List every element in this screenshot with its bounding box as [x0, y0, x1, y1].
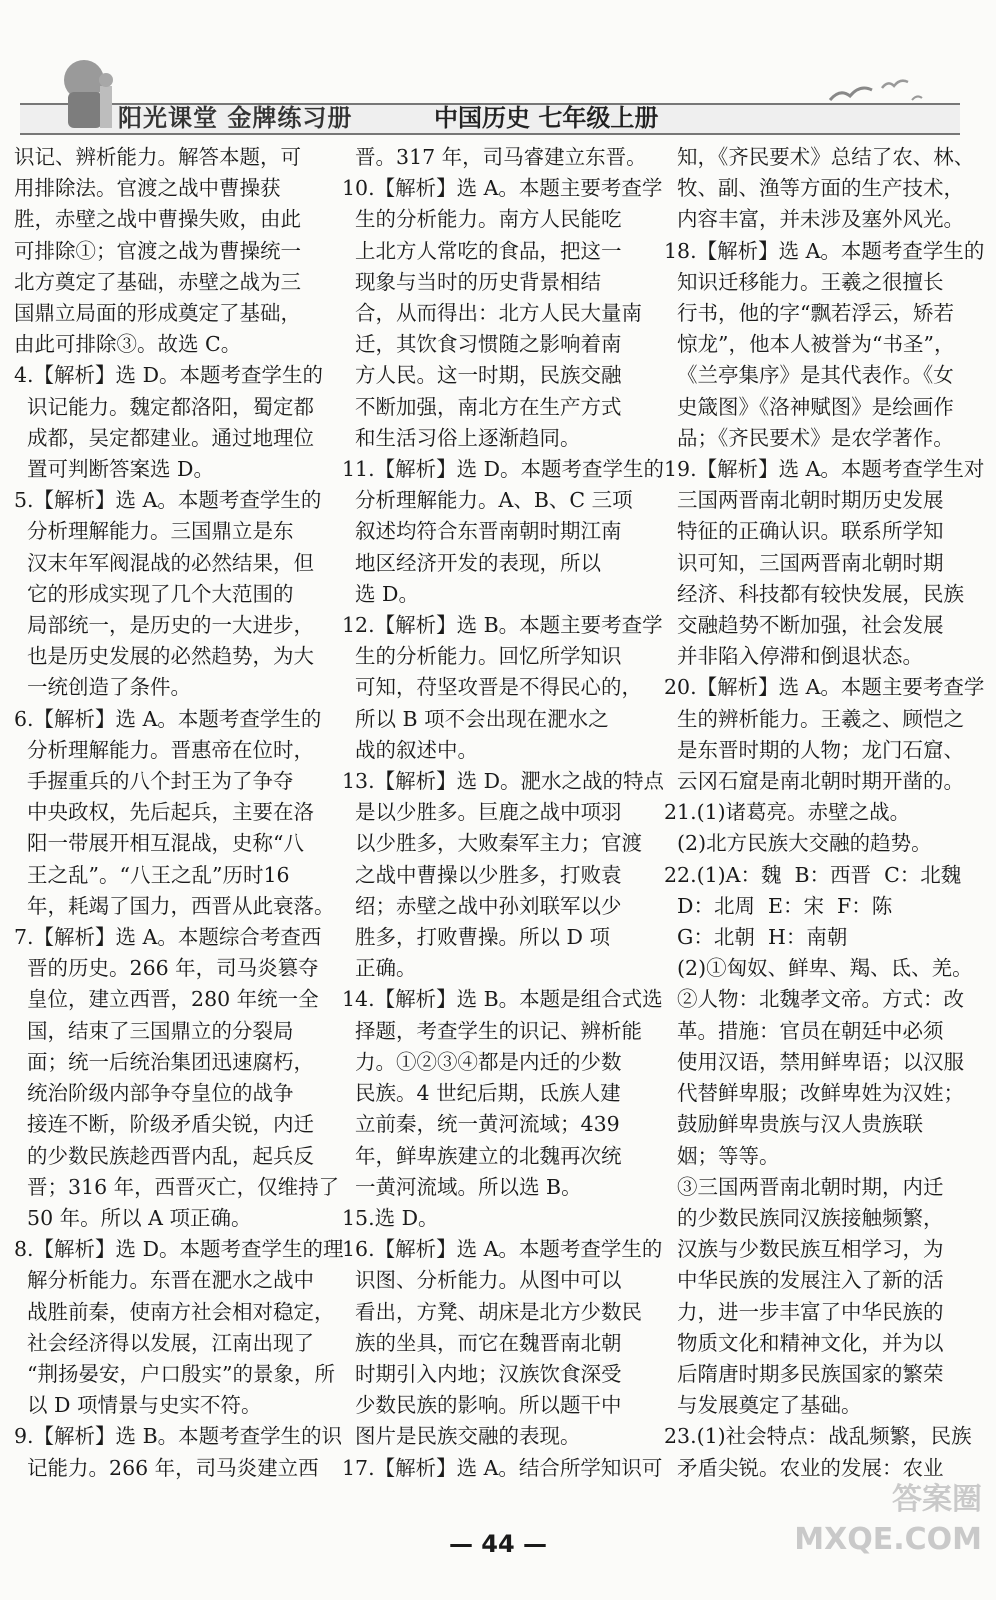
text-line: 7.【解析】选 A。本题综合考查西 [14, 925, 322, 950]
text-line: 图片是民族交融的表现。 [342, 1424, 581, 1449]
text-line: 方人民。这一时期，民族交融 [342, 363, 622, 388]
text-line: 与发展奠定了基础。 [664, 1393, 862, 1418]
text-line: 战的叙述中。 [342, 737, 479, 762]
text-line: 晋；316 年，西晋灭亡，仅维持了 [14, 1174, 340, 1199]
text-line: 时期引入内地；汉族饮食深受 [342, 1361, 622, 1386]
text-line: 胜，赤壁之战中曹操失败，由此 [14, 207, 301, 232]
page-header [0, 0, 996, 150]
text-line: 战胜前秦，使南方社会相对稳定， [14, 1299, 335, 1324]
text-line: 之战中曹操以少胜多，打败袁 [342, 862, 622, 887]
text-line: 后隋唐时期多民族国家的繁荣 [664, 1361, 944, 1386]
text-line: 识可知，三国两晋南北朝时期 [664, 550, 944, 575]
text-line: 和生活习俗上逐渐趋同。 [342, 425, 581, 450]
text-line: 21.(1)诸葛亮。赤壁之战。 [664, 800, 911, 825]
text-line: 社会经济得以发展，江南出现了 [14, 1330, 315, 1355]
text-line: D：北周 E：宋 F：陈 [664, 893, 893, 918]
text-line: 代替鲜卑服；改鲜卑姓为汉姓； [664, 1081, 965, 1106]
text-line: G：北朝 H：南朝 [664, 925, 848, 950]
text-line: 18.【解析】选 A。本题考查学生的 [664, 238, 985, 263]
text-line: 识记、辨析能力。解答本题，可 [14, 145, 301, 169]
text-line: 可排除①；官渡之战为曹操统一 [14, 238, 301, 263]
text-line: 的少数民族趁西晋内乱，起兵反 [14, 1143, 315, 1168]
text-line: 以少胜多，大败秦军主力；官渡 [342, 831, 643, 856]
left-column [14, 142, 344, 1484]
text-line: 使用汉语，禁用鲜卑语；以汉服 [664, 1049, 965, 1074]
text-line: 接连不断，阶级矛盾尖锐，内迁 [14, 1112, 315, 1137]
text-line: 的少数民族同汉族接触频繁， [664, 1205, 944, 1230]
text-line: 生的分析能力。南方人民能吃 [342, 207, 622, 232]
text-line: 皇位，建立西晋，280 年统一全 [14, 987, 319, 1012]
text-line: 史箴图》《洛神赋图》是绘画作 [664, 394, 954, 419]
text-line: (2)北方民族大交融的趋势。 [664, 831, 932, 856]
text-line: 地区经济开发的表现，所以 [342, 550, 602, 575]
text-line: 16.【解析】选 A。本题考查学生的 [342, 1237, 663, 1262]
text-line: 矛盾尖锐。农业的发展：农业 [664, 1455, 944, 1480]
text-line: 是东晋时期的人物；龙门石窟、 [664, 737, 965, 762]
text-line: 内容丰富，并未涉及塞外风光。 [664, 207, 965, 232]
text-line: 北方奠定了基础，赤壁之战为三 [14, 269, 301, 294]
text-line: 上北方人常吃的食品，把这一 [342, 238, 622, 263]
text-line: 所以 B 项不会出现在淝水之 [342, 706, 609, 731]
brand-title: 阳光课堂 金牌练习册 [118, 104, 353, 132]
text-line: 物质文化和精神文化，并为以 [664, 1330, 944, 1355]
text-line: 立前秦，统一黄河流域；439 [342, 1112, 620, 1137]
text-line: 20.【解析】选 A。本题主要考查学 [664, 675, 985, 700]
text-line: 年，耗竭了国力，西晋从此衰落。 [14, 893, 335, 918]
text-line: ②人物：北魏孝文帝。方式：改 [664, 987, 965, 1012]
text-line: 王之乱”。“八王之乱”历时16 [14, 862, 290, 887]
text-line: 革。措施：官员在朝廷中必须 [664, 1018, 944, 1043]
page-number: — 44 — [448, 1530, 548, 1558]
text-line: 年，鲜卑族建立的北魏再次统 [342, 1143, 622, 1168]
text-line: 19.【解析】选 A。本题考查学生对 [664, 457, 985, 482]
text-line: 4.【解析】选 D。本题考查学生的 [14, 363, 324, 388]
text-line: 并非陷入停滞和倒退状态。 [664, 644, 924, 669]
text-line: 5.【解析】选 A。本题考查学生的 [14, 488, 322, 513]
text-line: 绍；赤壁之战中孙刘联军以少 [342, 893, 622, 918]
text-line: 9.【解析】选 B。本题考查学生的识 [14, 1424, 343, 1449]
text-line: 品；《齐民要术》是农学著作。 [664, 425, 954, 450]
text-line: 合，从而得出：北方人民大量南 [342, 301, 643, 326]
text-line: 也是历史发展的必然趋势，为大 [14, 644, 315, 669]
text-line: 识图、分析能力。从图中可以 [342, 1268, 622, 1293]
text-line: 惊龙”，他本人被誉为“书圣”， [664, 332, 955, 357]
text-line: 生的辨析能力。王羲之、顾恺之 [664, 706, 965, 731]
text-line: 《兰亭集序》是其代表作。《女 [664, 363, 954, 388]
text-line: 23.(1)社会特点：战乱频繁，民族 [664, 1424, 972, 1449]
text-line: 14.【解析】选 B。本题是组合式选 [342, 987, 663, 1012]
text-line: “荆扬晏安，户口殷实”的景象，所 [14, 1361, 335, 1386]
text-line: 11.【解析】选 D。本题考查学生的 [342, 457, 665, 482]
text-line: 知，《齐民要术》总结了农、林、 [664, 145, 975, 169]
middle-column [342, 142, 665, 1484]
watermark-line: 答案圈 [892, 1482, 982, 1517]
text-line: 8.【解析】选 D。本题考查学生的理 [14, 1237, 344, 1262]
text-line: 姻；等等。 [664, 1143, 780, 1168]
text-line: 少数民族的影响。所以题干中 [342, 1393, 622, 1418]
text-line: 族的坐具，而它在魏晋南北朝 [342, 1330, 622, 1355]
text-line: 生的分析能力。回忆所学知识 [342, 644, 622, 669]
text-line: 晋。317 年，司马睿建立东晋。 [342, 145, 647, 169]
text-line: 汉末年军阀混战的必然结果，但 [14, 550, 315, 575]
text-line: 分析理解能力。三国鼎立是东 [14, 519, 294, 544]
text-line: 不断加强，南北方在生产方式 [342, 394, 622, 419]
text-line: 胜多，打败曹操。所以 D 项 [342, 925, 611, 950]
birds-icon [820, 70, 940, 110]
text-line: 牧、副、渔等方面的生产技术， [664, 176, 965, 201]
text-line: 看出，方凳、胡床是北方少数民 [342, 1299, 643, 1324]
text-line: 统治阶级内部争夺皇位的战争 [14, 1081, 294, 1106]
text-line: 22.(1)A：魏 B：西晋 C：北魏 [664, 862, 962, 887]
text-line: 17.【解析】选 A。结合所学知识可 [342, 1455, 663, 1480]
text-line: 国鼎立局面的形成奠定了基础， [14, 301, 301, 326]
text-line: 中华民族的发展注入了新的活 [664, 1268, 944, 1293]
text-line: 迁，其饮食习惯随之影响着南 [342, 332, 622, 357]
text-line: 置可判断答案选 D。 [14, 457, 214, 482]
text-line: 成都，吴定都建业。通过地理位 [14, 425, 315, 450]
text-line: 国，结束了三国鼎立的分裂局 [14, 1018, 294, 1043]
text-line: 云冈石窟是南北朝时期开凿的。 [664, 769, 965, 794]
text-line: 选 D。 [342, 581, 419, 606]
text-line: 6.【解析】选 A。本题考查学生的 [14, 706, 322, 731]
text-line: 15.选 D。 [342, 1205, 439, 1230]
text-line: 由此可排除③。故选 C。 [14, 332, 242, 357]
text-line: 分析理解能力。晋惠帝在位时， [14, 737, 315, 762]
text-line: 以 D 项情景与史实不符。 [14, 1393, 262, 1418]
text-line: 解分析能力。东晋在淝水之战中 [14, 1268, 315, 1293]
text-line: 民族。4 世纪后期，氐族人建 [342, 1081, 621, 1106]
text-line: 局部统一，是历史的一大进步， [14, 613, 315, 638]
text-line: 中央政权，先后起兵，主要在洛 [14, 800, 315, 825]
text-line: 10.【解析】选 A。本题主要考查学 [342, 176, 663, 201]
text-line: 鼓励鲜卑贵族与汉人贵族联 [664, 1112, 924, 1137]
text-line: 它的形成实现了几个大范围的 [14, 581, 294, 606]
text-line: 三国两晋南北朝时期历史发展 [664, 488, 944, 513]
text-line: 阳一带展开相互混战，史称“八 [14, 831, 305, 856]
text-line: 50 年。所以 A 项正确。 [14, 1205, 252, 1230]
text-line: 可知，苻坚攻晋是不得民心的， [342, 675, 643, 700]
text-line: 一统创造了条件。 [14, 675, 192, 700]
text-line: (2)①匈奴、鲜卑、羯、氐、羌。 [664, 956, 973, 981]
right-column [664, 142, 985, 1484]
text-line: 行书，他的字“飘若浮云，矫若 [664, 301, 955, 326]
text-line: 晋的历史。266 年，司马炎篡夺 [14, 956, 319, 981]
text-line: 力，进一步丰富了中华民族的 [664, 1299, 944, 1324]
text-line: 是以少胜多。巨鹿之战中项羽 [342, 800, 622, 825]
text-line: 正确。 [342, 956, 417, 981]
text-line: 择题，考查学生的识记、辨析能 [342, 1018, 643, 1043]
text-line: 叙述均符合东晋南朝时期江南 [342, 519, 622, 544]
subject-title: 中国历史 七年级上册 [434, 104, 659, 132]
text-line: 特征的正确认识。联系所学知 [664, 519, 944, 544]
text-line: 一黄河流域。所以选 B。 [342, 1174, 582, 1199]
text-line: 知识迁移能力。王羲之很擅长 [664, 269, 944, 294]
text-line: 分析理解能力。A、B、C 三项 [342, 488, 633, 513]
text-line: 汉族与少数民族互相学习，为 [664, 1237, 944, 1262]
text-line: 力。①②③④都是内迁的少数 [342, 1049, 622, 1074]
text-line: 记能力。266 年，司马炎建立西 [14, 1455, 319, 1480]
text-line: 经济、科技都有较快发展，民族 [664, 581, 965, 606]
watermark [794, 1480, 982, 1560]
text-line: 面；统一后统治集团迅速腐朽， [14, 1049, 315, 1074]
text-line: ③三国两晋南北朝时期，内迁 [664, 1174, 944, 1199]
text-line: 12.【解析】选 B。本题主要考查学 [342, 613, 663, 638]
watermark-line: MXQE.COM [794, 1522, 982, 1557]
text-line: 用排除法。官渡之战中曹操获 [14, 176, 281, 201]
text-line: 交融趋势不断加强，社会发展 [664, 613, 944, 638]
mascot-icon [54, 52, 124, 132]
text-line: 手握重兵的八个封王为了争夺 [14, 769, 294, 794]
text-line: 13.【解析】选 D。淝水之战的特点 [342, 769, 665, 794]
text-line: 现象与当时的历史背景相结 [342, 269, 602, 294]
text-line: 识记能力。魏定都洛阳，蜀定都 [14, 394, 315, 419]
